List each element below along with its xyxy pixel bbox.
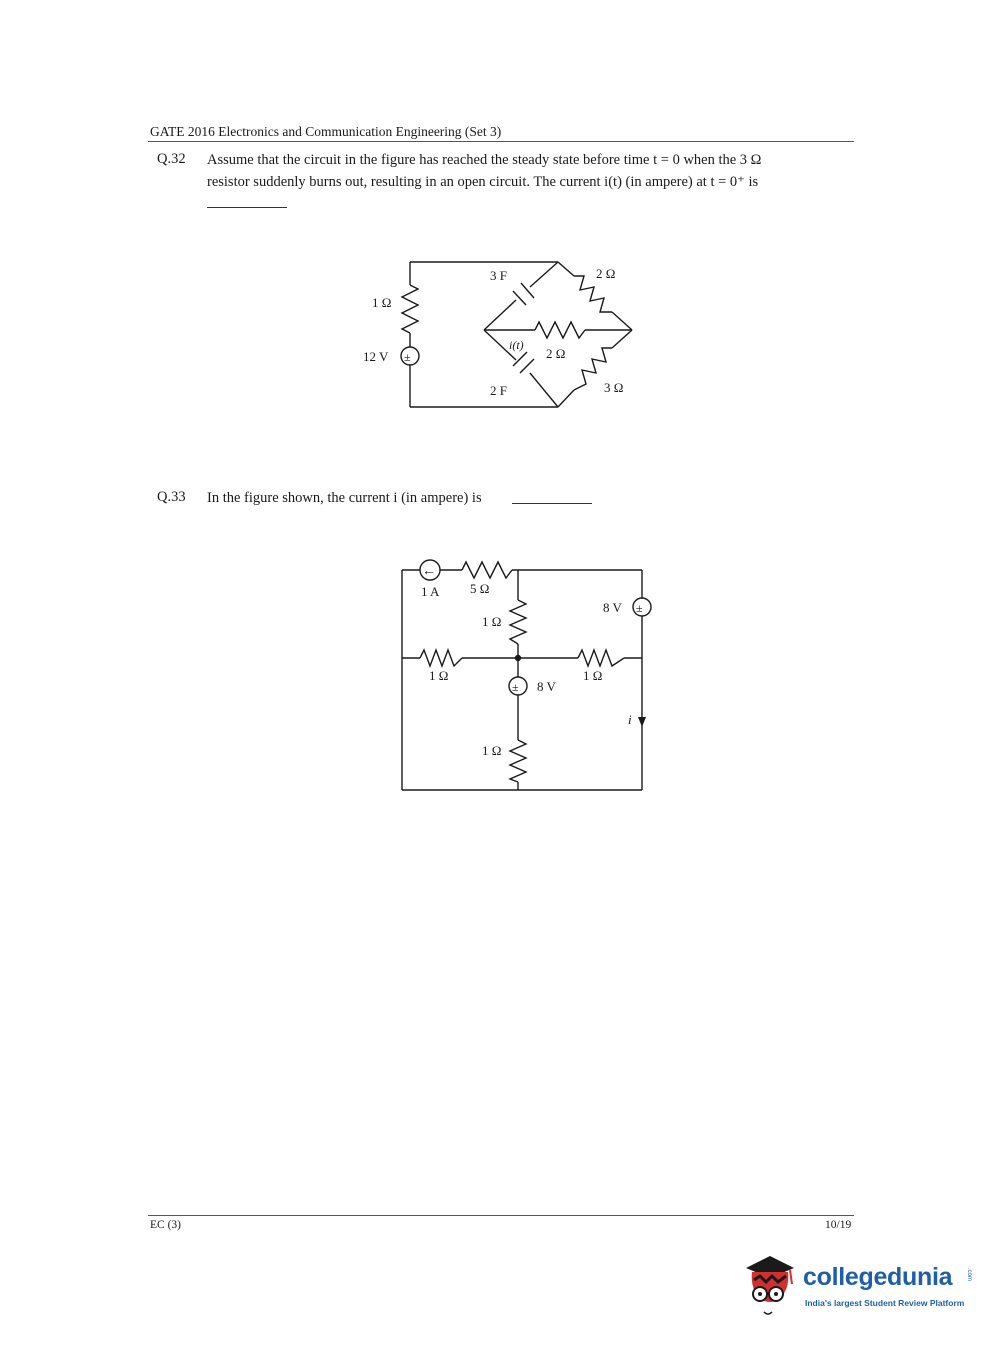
page-header: GATE 2016 Electronics and Communication Engineering (Set 3) (150, 124, 502, 139)
resistor-1ohm-center-bottom (510, 740, 526, 782)
label-3ohm: 3 Ω (604, 380, 624, 395)
arrow-left-icon: ← (422, 564, 436, 579)
label-2f: 2 F (490, 383, 507, 398)
resistor-1ohm-center-top (510, 600, 526, 644)
label-1ohm-center-top: 1 Ω (482, 614, 502, 629)
question-32-text (207, 149, 845, 193)
resistor-1ohm-right (578, 650, 624, 666)
question-33-number: Q.33 (157, 489, 186, 505)
circuit-figure-q33 (395, 550, 655, 800)
label-1ohm-center-bottom: 1 Ω (482, 743, 502, 758)
label-1ohm: 1 Ω (372, 295, 392, 310)
label-3f: 3 F (490, 268, 507, 283)
logo-suffix: .com (966, 1268, 972, 1282)
answer-blank-32 (207, 207, 287, 208)
logo-tagline: India's largest Student Review Platform (805, 1298, 965, 1308)
label-5ohm: 5 Ω (470, 581, 490, 596)
collegedunia-mascot-icon (740, 1250, 800, 1320)
answer-blank-33 (512, 503, 592, 504)
footer-page-number: 10/19 (825, 1219, 852, 1231)
label-8v-center: 8 V (537, 679, 556, 694)
label-plusminus-12v: ± (404, 350, 411, 364)
label-current-i: i (628, 712, 632, 727)
resistor-2ohm-middle (535, 322, 585, 338)
label-1ohm-left: 1 Ω (429, 668, 449, 683)
label-2ohm-middle: 2 Ω (546, 346, 566, 361)
label-8v-right: 8 V (603, 600, 622, 615)
label-current-it: i(t) (509, 338, 524, 352)
label-plusminus-center: ± (512, 680, 519, 694)
circuit-figure-q32 (350, 250, 650, 420)
resistor-5ohm (462, 562, 512, 578)
logo-wordmark: collegedunia (803, 1263, 953, 1291)
junction-node (516, 656, 521, 661)
footer-left: EC (3) (150, 1219, 181, 1231)
label-1ohm-right: 1 Ω (583, 668, 603, 683)
resistor-1ohm (402, 285, 418, 333)
header-rule (148, 141, 854, 142)
label-2ohm-top: 2 Ω (596, 266, 616, 281)
capacitor-2f (513, 352, 534, 373)
footer-rule (148, 1215, 854, 1216)
label-1a: 1 A (421, 584, 440, 599)
resistor-1ohm-left (420, 650, 462, 666)
question-33-text: In the figure shown, the current i (in ampere) is (207, 490, 482, 506)
question-32-number: Q.32 (157, 151, 186, 167)
label-12v: 12 V (363, 349, 389, 364)
label-plusminus-right: ± (636, 601, 643, 615)
current-arrow-icon (638, 717, 646, 727)
resistor-2ohm-top-right (574, 276, 612, 312)
question-32-line-2: resistor suddenly burns out, resulting in an open circuit. The current i(t) (in ampere) at t = 0⁺ is (207, 174, 759, 190)
question-32-line-1: Assume that the circuit in the figure has reached the steady state before time t = 0 when the 3 Ω (207, 152, 762, 168)
